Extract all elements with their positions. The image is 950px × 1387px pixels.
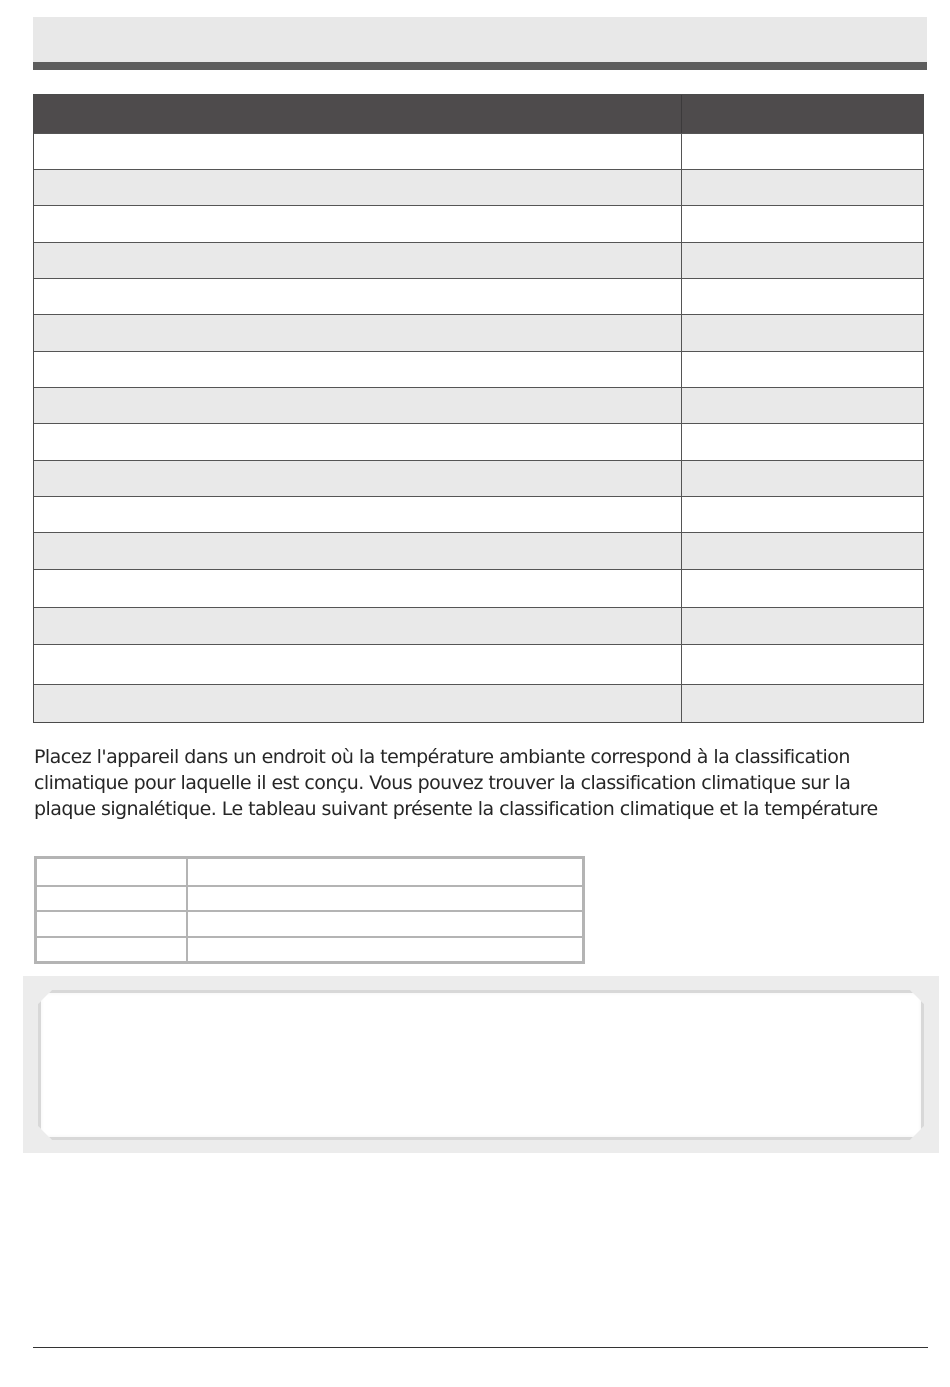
paragraph-line: climatique pour laquelle il est conçu. Vous pouvez trouver la classification climatique sur la [34,772,851,794]
table-cell-value [682,533,923,569]
table-cell-label [34,315,682,351]
table-cell-label [34,533,682,569]
climate-class-paragraph [34,744,934,822]
table-cell-label [34,570,682,607]
table-row [34,684,923,722]
climate-table-row [37,910,582,936]
table-cell-label [34,243,682,278]
ambient-temperature-cell [188,938,582,962]
table-cell-value [682,315,923,351]
header-divider [33,62,927,70]
table-row [34,387,923,423]
table-cell-value [682,424,923,460]
ambient-temperature-cell [188,887,582,911]
ambient-temperature-cell [188,859,582,885]
table-row [34,242,923,278]
table-cell-label [34,608,682,644]
footer-divider [33,1347,928,1348]
table-cell-value [682,243,923,278]
climate-class-cell [37,859,188,885]
note-box [38,990,924,1140]
table-cell-label [34,134,682,169]
table-row [34,607,923,644]
paragraph-line: plaque signalétique. Le tableau suivant présente la classification climatique et la température [34,798,878,820]
table-row [34,532,923,569]
table-header-cell-label [34,95,682,133]
paragraph-line: Placez l'appareil dans un endroit où la température ambiante correspond à la classification [34,746,850,768]
table-row [34,460,923,496]
table-cell-label [34,352,682,387]
table-cell-value [682,170,923,205]
table-row [34,314,923,351]
table-row [34,169,923,205]
table-cell-value [682,134,923,169]
table-cell-label [34,388,682,423]
table-cell-value [682,206,923,242]
table-cell-label [34,206,682,242]
ambient-temperature-cell [188,912,582,936]
climate-table-row [37,859,582,885]
table-cell-value [682,570,923,607]
table-cell-value [682,645,923,684]
table-cell-label [34,497,682,532]
table-cell-label [34,645,682,684]
table-cell-label [34,685,682,722]
table-header-row [34,95,923,133]
table-cell-value [682,461,923,496]
climate-class-table [34,856,585,964]
table-cell-value [682,685,923,722]
table-cell-value [682,279,923,314]
table-row [34,496,923,532]
table-row [34,133,923,169]
climate-class-cell [37,887,188,911]
table-cell-value [682,608,923,644]
table-cell-label [34,461,682,496]
table-cell-value [682,497,923,532]
table-row [34,278,923,314]
climate-table-row [37,885,582,911]
table-row [34,423,923,460]
table-header-cell-value [682,95,923,133]
table-row [34,569,923,607]
table-cell-value [682,352,923,387]
climate-class-cell [37,912,188,936]
table-cell-label [34,170,682,205]
table-row [34,351,923,387]
climate-table-row [37,936,582,962]
table-cell-label [34,424,682,460]
table-cell-value [682,388,923,423]
specifications-table [33,94,924,723]
table-row [34,205,923,242]
page-header-band [33,17,927,63]
table-cell-label [34,279,682,314]
table-row [34,644,923,684]
climate-class-cell [37,938,188,962]
